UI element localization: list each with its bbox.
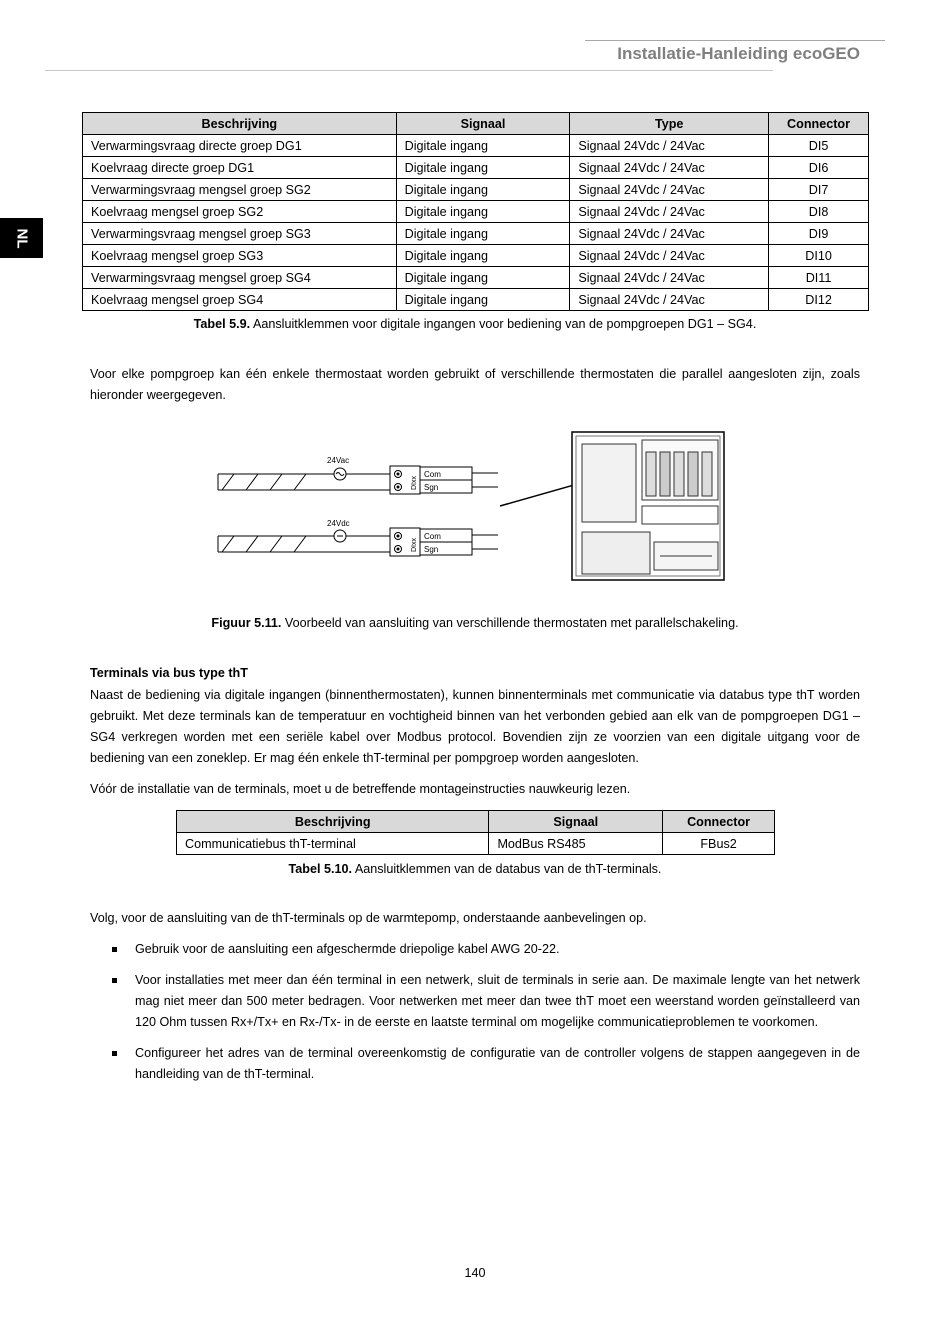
table-cell: Signaal 24Vdc / 24Vac [570,157,769,179]
list-item-text: Configureer het adres van de terminal overeenkomstig de configuratie van de controller volgens de stappen aangegeven in de handleiding van de thT-terminal. [135,1046,860,1081]
figure-caption [0,613,950,634]
com-label: Com [424,470,441,479]
table-cell: DI12 [769,289,869,311]
table-cell: DI7 [769,179,869,201]
table-header-cell: Beschrijving [83,113,397,135]
table-row [83,289,869,311]
header-title: Installatie-Hanleiding ecoGEO [617,44,860,63]
table-row [83,267,869,289]
table-cell: Digitale ingang [396,245,570,267]
table-cell: Koelvraag directe groep DG1 [83,157,397,179]
table-cell: DI9 [769,223,869,245]
table-caption [0,859,950,880]
table-cell: Koelvraag mengsel groep SG3 [83,245,397,267]
table-row [83,157,869,179]
table-row [177,833,775,855]
list-item-text: Voor installaties met meer dan één terminal in een netwerk, sluit de terminals in serie aan. De maximale lengte van het netwerk mag niet meer dan 500 meter bedragen. Voor netwerken met meer dan twee thT moet een weerstand worden geïnstalleerd van 120 Ohm tussen Rx+/Tx+ en Rx-/Tx- in de eerste en laatste terminal om mogelijke communicatieproblemen te voorkomen. [135,973,860,1029]
table-cell: Verwarmingsvraag mengsel groep SG3 [83,223,397,245]
table-cell: Digitale ingang [396,135,570,157]
table-cell: DI5 [769,135,869,157]
caption-label: Tabel 5.9. [193,317,251,331]
table-cell: Digitale ingang [396,289,570,311]
table-cell: Digitale ingang [396,267,570,289]
page-number: 140 [464,1266,486,1280]
bullet-icon [112,1051,117,1056]
table-cell: Communicatiebus thT-terminal [177,833,489,855]
recommendation-list [90,939,860,1095]
table-cell: Koelvraag mengsel groep SG4 [83,289,397,311]
section-heading: Terminals via bus type thT [90,666,248,680]
table-cell: Signaal 24Vdc / 24Vac [570,289,769,311]
bullet-icon [112,978,117,983]
language-tab-label: NL [13,228,30,248]
body-paragraph: Naast de bediening via digitale ingangen (binnenthermostaten), kunnen binnenterminals met communicatie via databus type thT worden gebruikt. Met deze terminals kan de temperatuur en vochtigheid binnen van het verbonden gebied aan elk van de pompgroepen DG1 – SG4 verkregen worden met een seriële kabel over Modbus protocol. Bovendien zijn ze voorzien van een digitale uitgang voor de bediening van een zoneklep. Er mag één enkele thT-terminal per pompgroep worden aangesloten. [90,688,860,765]
table-cell: Verwarmingsvraag directe groep DG1 [83,135,397,157]
table-cell: FBus2 [663,833,775,855]
body-paragraph: Volg, voor de aansluiting van de thT-terminals op de warmtepomp, onderstaande aanbevelingen op. [90,911,647,925]
databus-table [176,810,775,855]
table-row [83,223,869,245]
table-cell: DI8 [769,201,869,223]
header-rule [45,70,773,71]
table-header-cell: Beschrijving [177,811,489,833]
table-cell: Digitale ingang [396,201,570,223]
table-cell: Signaal 24Vdc / 24Vac [570,201,769,223]
caption-text: Aansluitklemmen voor digitale ingangen voor bediening van de pompgroepen DG1 – SG4. [250,317,757,331]
thermostat-row-dc [218,519,498,556]
sgn-label: Sgn [424,483,439,492]
table-header-row [177,811,775,833]
table-header-row [83,113,869,135]
table-cell: Digitale ingang [396,179,570,201]
table-header-cell: Connector [769,113,869,135]
com-label: Com [424,532,441,541]
bullet-icon [112,947,117,952]
list-item [90,1043,860,1085]
list-item [90,939,860,960]
list-item [90,970,860,1033]
body-paragraph: Voor elke pompgroep kan één enkele thermostaat worden gebruikt of verschillende thermostaten die parallel aangesloten zijn, zoals hieronder weergegeven. [90,367,860,402]
table-cell: Verwarmingsvraag mengsel groep SG4 [83,267,397,289]
sgn-label: Sgn [424,545,439,554]
digital-inputs-table [82,112,869,311]
dixx-label: DIxx [411,476,418,490]
table-header-cell: Signaal [489,811,663,833]
language-tab [0,218,43,258]
thermostat-row-ac [218,456,498,494]
table-cell: Signaal 24Vdc / 24Vac [570,267,769,289]
table-header-cell: Signaal [396,113,570,135]
table-cell: ModBus RS485 [489,833,663,855]
table-cell: DI11 [769,267,869,289]
dc-voltage-label: 24Vdc [327,519,350,528]
table-header-cell: Type [570,113,769,135]
table-cell: Digitale ingang [396,157,570,179]
table-cell: Signaal 24Vdc / 24Vac [570,179,769,201]
table-cell: Koelvraag mengsel groep SG2 [83,201,397,223]
parallel-thermostat-diagram [210,428,730,584]
control-cabinet-drawing [572,432,724,580]
table-header-cell: Connector [663,811,775,833]
table-cell: Signaal 24Vdc / 24Vac [570,135,769,157]
dixx-label: DIxx [411,538,418,552]
table-row [83,135,869,157]
table-cell: Digitale ingang [396,223,570,245]
table-row [83,245,869,267]
header-rule-top [585,40,885,41]
table-cell: DI10 [769,245,869,267]
caption-text: Aansluitklemmen van de databus van de thT-terminals. [352,862,662,876]
table-cell: Signaal 24Vdc / 24Vac [570,223,769,245]
list-item-text: Gebruik voor de aansluiting een afgeschermde driepolige kabel AWG 20-22. [135,942,560,956]
caption-label: Figuur 5.11. [211,616,282,630]
table-cell: Signaal 24Vdc / 24Vac [570,245,769,267]
table-row [83,201,869,223]
caption-label: Tabel 5.10. [288,862,353,876]
body-paragraph: Vóór de installatie van de terminals, moet u de betreffende montageinstructies nauwkeurig lezen. [90,782,631,796]
table-cell: Verwarmingsvraag mengsel groep SG2 [83,179,397,201]
table-cell: DI6 [769,157,869,179]
caption-text: Voorbeeld van aansluiting van verschillende thermostaten met parallelschakeling. [281,616,739,630]
table-row [83,179,869,201]
table-caption [0,314,950,335]
ac-voltage-label: 24Vac [327,456,350,465]
